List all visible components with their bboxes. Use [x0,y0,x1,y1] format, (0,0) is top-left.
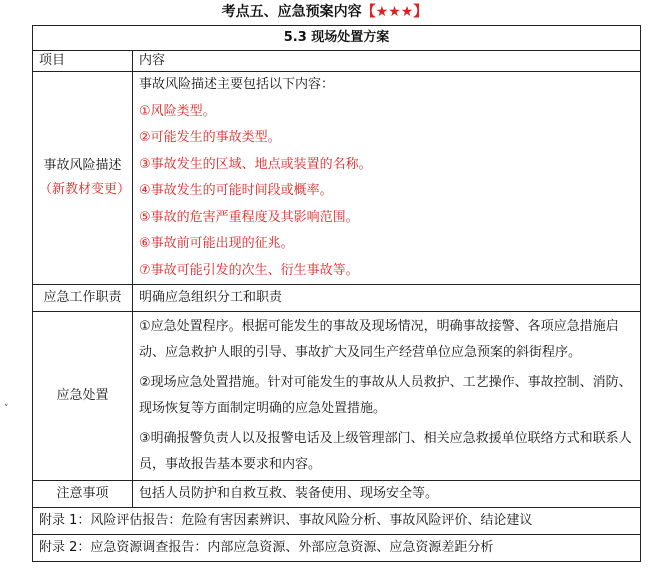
table-row [33,312,641,481]
header-content: 内容 [133,51,641,72]
table-row [33,481,641,508]
response-paragraph: ①应急处置程序。根据可能发生的事故及现场情况，明确事故接警、各项应急措施启动、应急救护人眼的引导、事故扩大及同生产经营单位应急预案的斜街程序。 [139,319,619,360]
risk-sublabel: （新教材变更） [39,182,131,197]
table-row [33,285,641,312]
table-row [33,535,641,562]
risk-item: ⑦事故可能引发的次生、衍生事故等。 [139,262,359,278]
notes-content: 包括人员防护和自救互救、装备使用、现场安全等。 [133,481,641,508]
risk-item: ⑤事故的危害严重程度及其影响范围。 [139,209,359,225]
risk-content-cell [133,72,641,285]
risk-item: ②可能发生的事故类型。 [139,130,281,145]
response-content-cell [133,312,641,481]
page-heading [0,2,649,22]
onsite-plan-table [32,25,641,562]
risk-item: ①风险类型。 [139,103,216,119]
table-header-row [33,51,641,72]
table-title: 5.3 现场处置方案 [33,26,641,51]
appendix-1: 附录 1：风险评估报告：危险有害因素辨识、事故风险分析、事故风险评价、结论建议 [33,508,641,535]
risk-label: 事故风险描述 [43,158,122,173]
response-paragraph: ③明确报警负责人以及报警电话及上级管理部门、相关应急救援单位联络方式和联系人员，事故报告基本要求和内容。 [139,431,632,472]
margin-mark: ˅ [4,404,9,414]
header-item: 项目 [33,51,133,72]
notes-label: 注意事项 [33,481,133,508]
duty-label: 应急工作职责 [33,285,133,312]
appendix-2: 附录 2：应急资源调查报告：内部应急资源、外部应急资源、应急资源差距分析 [33,535,641,562]
risk-item: ⑥事故前可能出现的征兆。 [139,236,294,251]
duty-content: 明确应急组织分工和职责 [133,285,641,312]
table-title-row [33,26,641,51]
heading-text: 考点五、应急预案内容 [221,4,362,20]
importance-stars: 【★★★】 [361,4,428,20]
table-row [33,72,641,285]
response-label: 应急处置 [33,312,133,481]
risk-label-cell [33,72,133,285]
response-paragraph: ②现场应急处置措施。针对可能发生的事故从人员救护、工艺操作、事故控制、消防、现场恢复等方面制定明确的应急处置措施。 [139,375,632,416]
risk-item: ③事故发生的区域、地点或装置的名称。 [139,156,372,172]
risk-item: ④事故发生的可能时间段或概率。 [139,183,333,198]
risk-intro: 事故风险描述主要包括以下内容： [139,77,335,92]
table-row [33,508,641,535]
